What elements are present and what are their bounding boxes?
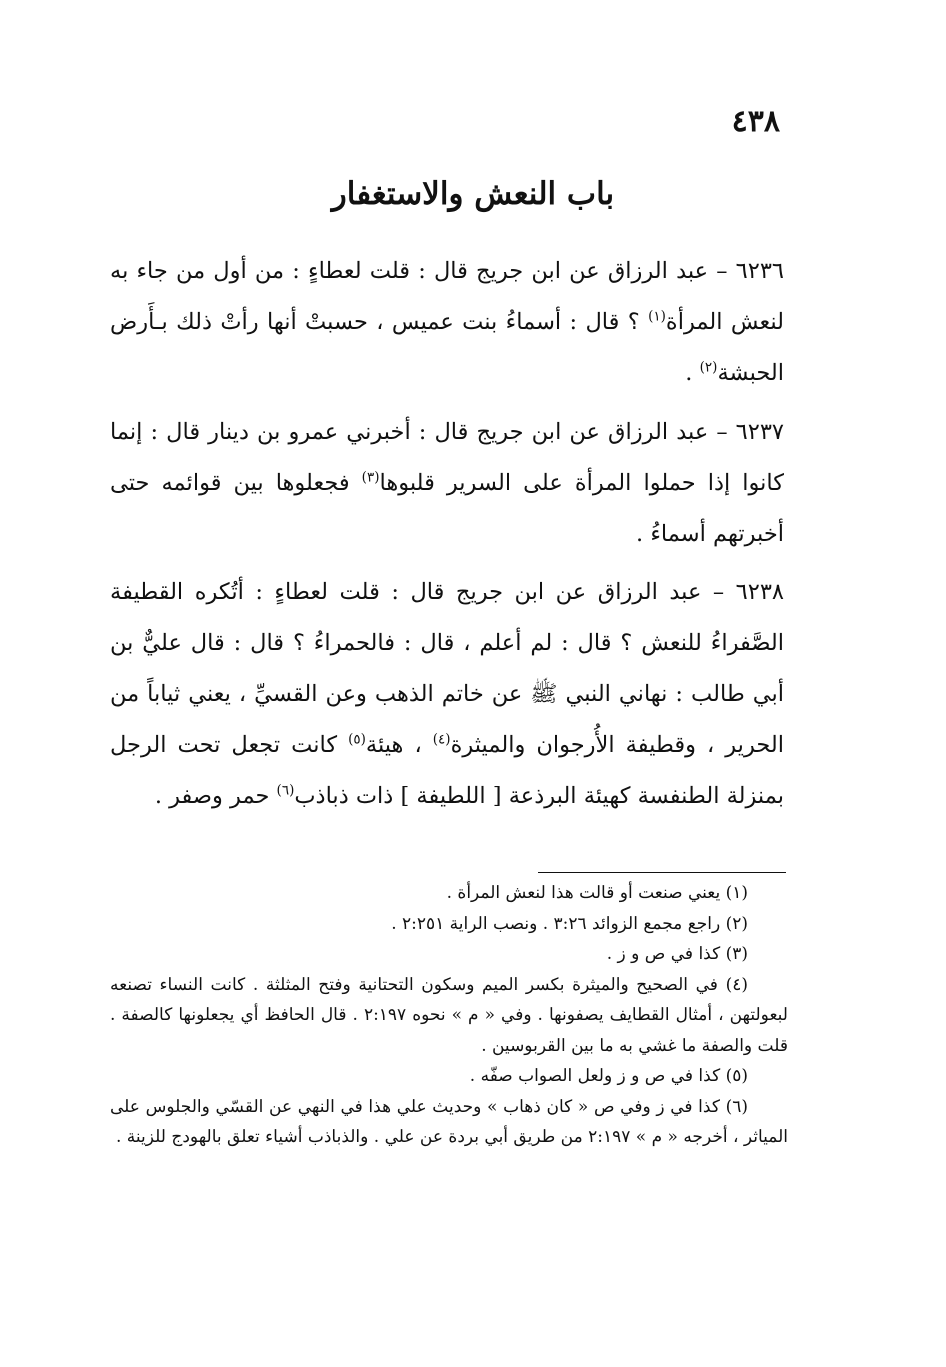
footnotes <box>110 878 788 1153</box>
footnote-ref: (٤) <box>432 731 451 748</box>
hadith-6236 <box>110 246 784 399</box>
page-number: ٤٣٨ <box>731 104 780 139</box>
hadith-text: ٦٢٣٨ – عبد الرزاق عن ابن جريج قال : قلت لعطاءٍ : أتُكره القطيفة الصَّفراءُ للنعش ؟ قال : لم أعلم ، قال : فالحمراءُ ؟ قال : قال عليٌّ بن أبي طالب : نهاني النبي ﷺ عن خاتم الذهب وعن القسيِّ ، يعني ثياباً من الحرير ، وقطيفة الأُرجوان والميثرة <box>110 579 784 758</box>
footnote-ref: (٢) <box>699 359 718 376</box>
hadith-text: ٦٢٣٧ – عبد الرزاق عن ابن جريج قال : أخبرني عمرو بن دينار قال : إنما كانوا إذا حملوا المرأة على السرير قلبوها <box>110 419 784 496</box>
hadith-text: . <box>685 360 700 386</box>
hadith-text: فجعلوها بين قوائمه حتى أخبرتهم أسماءُ . <box>110 470 784 547</box>
footnote-1: (١) يعني صنعت أو قالت هذا لنعش المرأة . <box>446 883 748 903</box>
footnote-ref: (٥) <box>348 731 366 748</box>
footnote-2: (٢) راجع مجمع الزوائد ٣:٢٦ . ونصب الراية ٢:٢٥١ . <box>391 913 748 934</box>
footnote-3: (٣) كذا في ص و ز . <box>606 944 748 964</box>
footnote-divider <box>538 872 786 873</box>
hadith-text: كانت تجعل تحت الرجل بمنزلة الطنفسة كهيئة البرذعة [ اللطيفة ] ذات ذباذب <box>110 732 784 809</box>
hadith-text: حمر وصفر . <box>154 783 277 809</box>
footnote-ref: (١) <box>648 308 666 325</box>
footnote-4: (٤) في الصحيح والميثرة بكسر الميم وسكون التحتانية وفتح المثلثة . كانت النساء تصنعه لبعولتهن ، أمثال القطايف يصفونها . وفي « م » نحوه ٢:١٩٧ . قال الحافظ أي يجعلونها كالصفة . قلت والصفة ما غشي به ما بين القربوسين . <box>110 974 788 1056</box>
footnote-6: (٦) كذا في ز وفي ص « كان ذهاب » وحديث علي هذا في النهي عن القسّي والجلوس على المياثر ، أخرجه « م » ٢:١٩٧ من طريق أبي بردة عن علي . والذباذب أشياء تعلق بالهودج للزينة . <box>110 1096 788 1147</box>
footnote-ref: (٦) <box>276 782 295 799</box>
footnote-5: (٥) كذا في ص و ز ولعل الصواب صفّه . <box>469 1066 748 1086</box>
hadith-6237 <box>110 407 784 560</box>
footnote-ref: (٣) <box>361 469 380 486</box>
hadith-text: ٦٢٣٦ – عبد الرزاق عن ابن جريج قال : قلت لعطاءٍ : من أول من جاء به لنعش المرأة <box>110 258 785 335</box>
hadith-6238 <box>110 567 784 822</box>
hadith-text: ، هيئة <box>365 732 433 758</box>
hadith-text: ؟ قال : أسماءُ بنت عميس ، حسبتْ أنها رأتْ ذلك بـأَرض الحبشة <box>110 309 784 386</box>
chapter-title: باب النعش والاستغفار <box>331 176 615 212</box>
